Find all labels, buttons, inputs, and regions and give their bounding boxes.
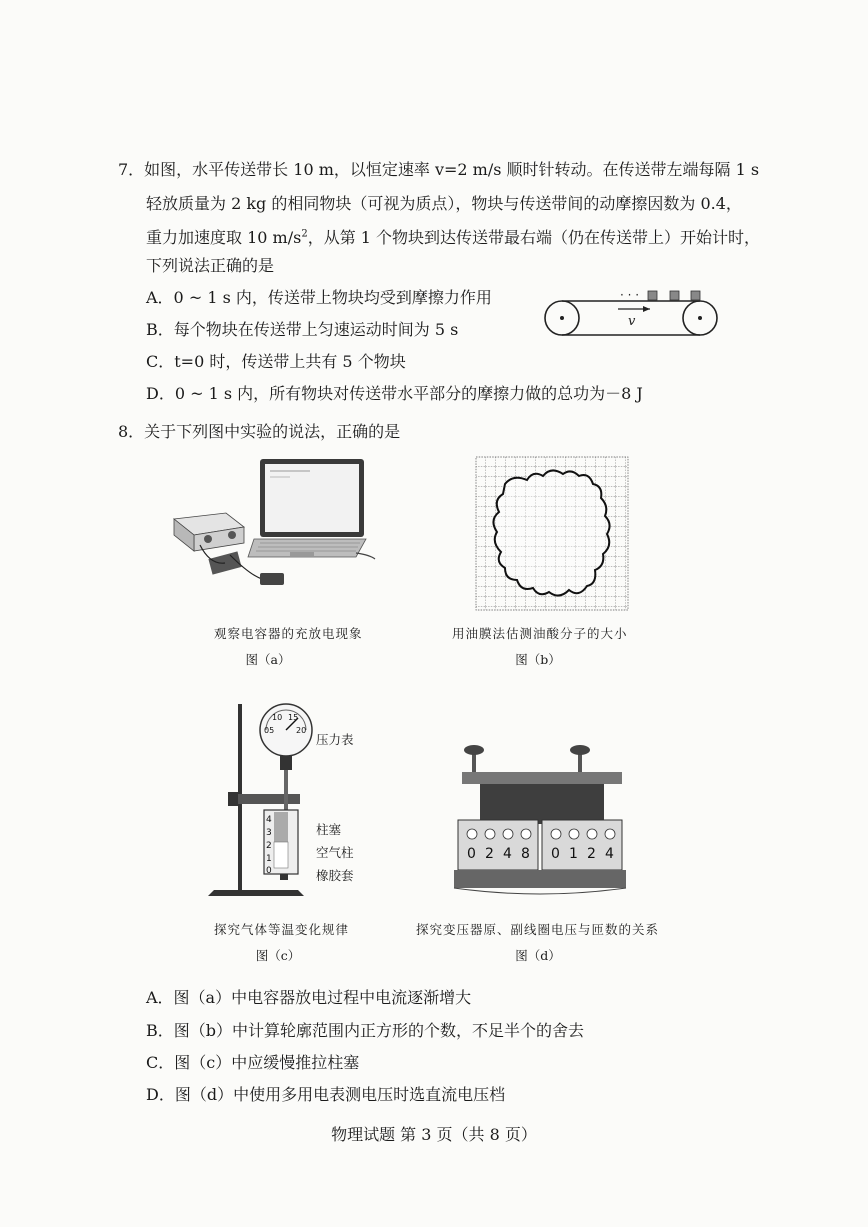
- dial-tick-05: 05: [264, 726, 275, 735]
- scale-tick-4: 4: [266, 815, 272, 825]
- belt-dots: · · ·: [620, 288, 640, 302]
- figure-a-label: 图（a）: [245, 652, 291, 667]
- fig-c-piston-label: 柱塞: [316, 822, 342, 837]
- q8-stem: 8．关于下列图中实验的说法，正确的是: [118, 422, 401, 441]
- coil-b-tick-2: 2: [587, 846, 596, 862]
- q8-option-d: D．图（d）中使用多用电表测电压时选直流电压档: [146, 1085, 506, 1104]
- fig-c-rubber-cap-label: 橡胶套: [316, 868, 354, 883]
- scale-tick-1: 1: [266, 854, 272, 864]
- coil-a-tick-8: 8: [521, 846, 530, 862]
- coil-a-tick-2: 2: [485, 846, 494, 862]
- figure-b-label: 图（b）: [515, 652, 561, 667]
- q7-line-3-sup: 2: [301, 228, 308, 240]
- q7-line-3a: 重力加速度取 10 m/s: [146, 228, 302, 247]
- figure-d-caption: 探究变压器原、副线圈电压与匝数的关系: [416, 922, 660, 937]
- figure-a-caption: 观察电容器的充放电现象: [214, 626, 363, 641]
- q7-option-c: C．t=0 时，传送带上共有 5 个物块: [146, 352, 406, 371]
- scale-tick-2: 2: [266, 841, 272, 851]
- dial-tick-20: 20: [296, 726, 307, 735]
- coil-b-tick-1: 1: [569, 846, 578, 862]
- q8-option-a: A．图（a）中电容器放电过程中电流逐渐增大: [146, 988, 472, 1007]
- dial-tick-10: 10: [272, 713, 283, 722]
- figure-d-label: 图（d）: [515, 948, 561, 963]
- scale-tick-0: 0: [266, 866, 272, 876]
- conveyor-belt-figure: [540, 282, 722, 342]
- scale-tick-3: 3: [266, 828, 272, 838]
- figure-d-transformer: [450, 740, 630, 900]
- coil-b-tick-0: 0: [551, 846, 560, 862]
- coil-b-tick-4: 4: [605, 846, 614, 862]
- q8-option-c: C．图（c）中应缓慢推拉柱塞: [146, 1053, 360, 1072]
- q7-option-b: B．每个物块在传送带上匀速运动时间为 5 s: [146, 320, 459, 339]
- q8-option-b: B．图（b）中计算轮廓范围内正方形的个数，不足半个的舍去: [146, 1021, 585, 1040]
- q7-line-4: 下列说法正确的是: [146, 256, 275, 275]
- q7-line-1: 7．如图，水平传送带长 10 m，以恒定速率 v=2 m/s 顺时针转动。在传送带左端每隔 1 s: [118, 160, 760, 179]
- figure-c-caption: 探究气体等温变化规律: [214, 922, 350, 937]
- figure-a-capacitor-setup: [170, 455, 380, 605]
- coil-a-tick-0: 0: [467, 846, 476, 862]
- page-footer: 物理试题 第 3 页（共 8 页）: [331, 1125, 537, 1144]
- dial-tick-15: 15: [288, 713, 299, 722]
- figure-c-label: 图（c）: [255, 948, 301, 963]
- q7-option-d: D．0 ~ 1 s 内，所有物块对传送带水平部分的摩擦力做的总功为－8 J: [146, 384, 643, 403]
- q7-line-2: 轻放质量为 2 kg 的相同物块（可视为质点），物块与传送带间的动摩擦因数为 0.4，: [146, 194, 742, 213]
- figure-b-oil-film-grid: [475, 456, 630, 612]
- coil-a-tick-4: 4: [503, 846, 512, 862]
- fig-c-gauge-label: 压力表: [316, 732, 354, 747]
- velocity-label: v: [628, 314, 636, 329]
- q7-line-3: [146, 228, 760, 248]
- figure-b-caption: 用油膜法估测油酸分子的大小: [452, 626, 628, 641]
- q7-line-3b: ，从第 1 个物块到达传送带最右端（仍在传送带上）开始计时，: [307, 228, 761, 247]
- fig-c-air-column-label: 空气柱: [316, 845, 354, 860]
- q7-option-a: A．0 ~ 1 s 内，传送带上物块均受到摩擦力作用: [146, 288, 492, 307]
